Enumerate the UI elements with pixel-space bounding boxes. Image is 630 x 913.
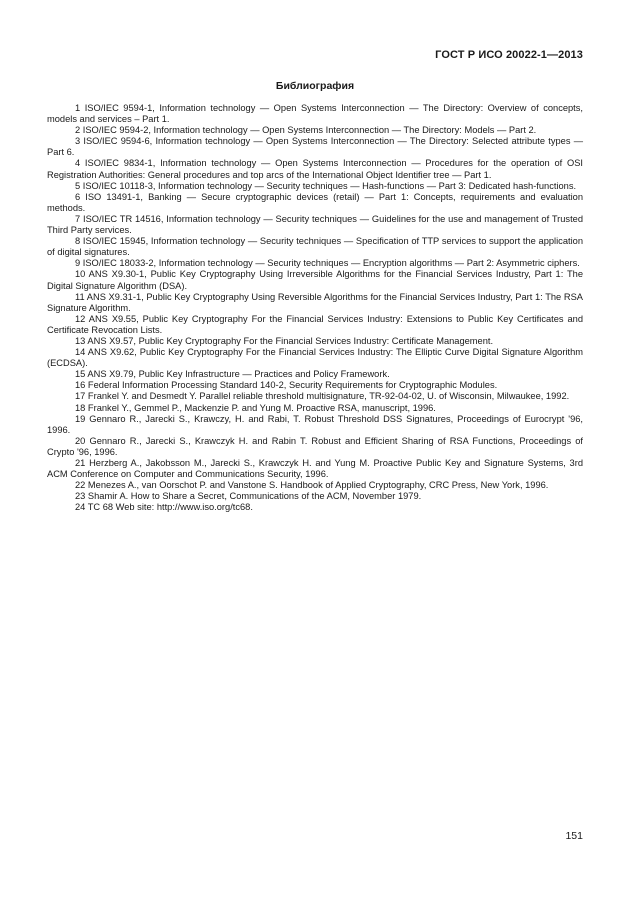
reference-item: 12 ANS X9.55, Public Key Cryptography For the Financial Services Industry: Extensions to Public Key Certificates and Certificate Revocation Lists. (47, 313, 583, 335)
page-number: 151 (565, 830, 583, 842)
reference-item: 8 ISO/IEC 15945, Information technology — Security techniques — Specification of TTP services to support the application of digital signatures. (47, 236, 583, 258)
reference-item: 3 ISO/IEC 9594-6, Information technology — Open Systems Interconnection — The Directory: Selected attribute types — Part 6. (47, 136, 583, 158)
reference-item: 4 ISO/IEC 9834-1, Information technology — Open Systems Interconnection — Procedures for the operation of OSI Registration Authorities: General procedures and top arcs of the International Object Identifier tree — Part 1. (47, 158, 583, 180)
reference-item: 7 ISO/IEC TR 14516, Information technology — Security techniques — Guidelines for the use and management of Trusted Third Party services. (47, 213, 583, 236)
reference-item: 9 ISO/IEC 18033-2, Information technology — Security techniques — Encryption algorithms — Part 2: Asymmetric ciphers. (75, 258, 580, 269)
reference-item: 22 Menezes A., van Oorschot P. and Vanstone S. Handbook of Applied Cryptography, CRC Press, New York, 1996. (75, 480, 549, 491)
reference-item: 21 Herzberg A., Jakobsson M., Jarecki S., Krawczyk H. and Yung M. Proactive Public Key and Signature Systems, 3rd ACM Conference on Computer and Communications Security, 1996. (47, 458, 583, 480)
reference-item: 18 Frankel Y., Gemmel P., Mackenzie P. and Yung M. Proactive RSA, manuscript, 1996. (75, 402, 436, 413)
reference-item: 14 ANS X9.62, Public Key Cryptography For the Financial Services Industry: The Elliptic Curve Digital Signature Algorithm (ECDSA). (47, 347, 583, 369)
reference-item: 24 TC 68 Web site: http://www.iso.org/tc68. (75, 502, 253, 513)
reference-item: 5 ISO/IEC 10118-3, Information technology — Security techniques — Hash-functions — Part 3: Dedicated hash-functions. (75, 180, 577, 191)
reference-item: 1 ISO/IEC 9594-1, Information technology — Open Systems Interconnection — The Directory: Overview of concepts, models and services – Part 1. (47, 103, 583, 125)
reference-item: 19 Gennaro R., Jarecki S., Krawczy, H. and Rabi, T. Robust Threshold DSS Signatures, Proceedings of Eurocrypt '96, 1996. (47, 413, 583, 435)
reference-item: 10 ANS X9.30-1, Public Key Cryptography Using Irreversible Algorithms for the Financial Services Industry, Part 1: The Digital Signature Algorithm (DSA). (47, 269, 583, 291)
reference-item: 6 ISO 13491-1, Banking — Secure cryptographic devices (retail) — Part 1: Concepts, requirements and evaluation methods. (47, 191, 583, 213)
reference-item: 13 ANS X9.57, Public Key Cryptography For the Financial Services Industry: Certificate Management. (75, 335, 494, 346)
reference-item: 15 ANS X9.79, Public Key Infrastructure — Practices and Policy Framework. (75, 369, 390, 380)
bibliography-title: Библиография (275, 80, 355, 92)
reference-item: 2 ISO/IEC 9594-2, Information technology — Open Systems Interconnection — The Directory: Models — Part 2. (75, 125, 537, 136)
reference-item: 23 Shamir A. How to Share a Secret, Communications of the ACM, November 1979. (75, 491, 422, 502)
reference-list (47, 103, 583, 513)
reference-item: 16 Federal Information Processing Standard 140-2, Security Requirements for Cryptographic Modules. (75, 380, 498, 391)
reference-item: 17 Frankel Y. and Desmedt Y. Parallel reliable threshold multisignature, TR-92-04-02, U. of Wisconsin, Milwaukee, 1992. (75, 391, 570, 402)
document-header-standard-code: ГОСТ Р ИСО 20022-1—2013 (435, 49, 583, 61)
reference-item: 20 Gennaro R., Jarecki S., Krawczyk H. and Rabin T. Robust and Efficient Sharing of RSA Functions, Proceedings of Crypto '96, 1996. (47, 435, 583, 457)
reference-item: 11 ANS X9.31-1, Public Key Cryptography Using Reversible Algorithms for the Financial Services Industry, Part 1: The RSA Signature Algorithm. (47, 291, 583, 313)
